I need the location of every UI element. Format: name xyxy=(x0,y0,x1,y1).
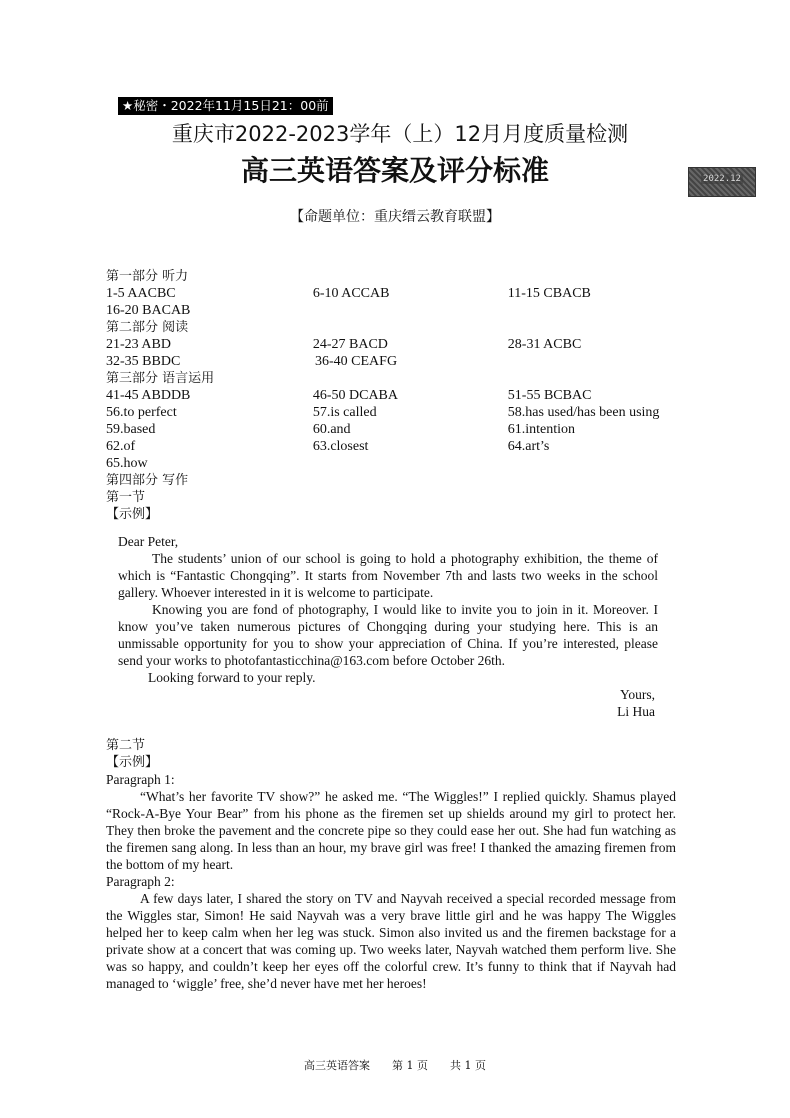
date-stamp-text: 2022.12 xyxy=(703,174,741,184)
answer-row xyxy=(106,302,676,319)
answer-row xyxy=(106,285,676,302)
answer-cell: 51-55 BCBAC xyxy=(507,388,592,403)
answer-cell: 57.is called xyxy=(312,405,377,420)
answer-cell: 16-20 BACAB xyxy=(106,303,191,318)
part1-heading: 第一部分 听力 xyxy=(106,269,189,284)
date-stamp xyxy=(688,167,756,197)
section2-example-label: 【示例】 xyxy=(106,755,159,770)
answer-cell: 24-27 BACD xyxy=(312,337,388,352)
answer-cell: 62.of xyxy=(106,439,136,454)
answer-row xyxy=(106,404,676,421)
section1-heading: 第一节 xyxy=(106,490,146,505)
paragraph1-text: “What’s her favorite TV show?” he asked me. “The Wiggles!” I replied quickly. Shamus played “Rock-A-Bye Your Bear” from his phone as the firemen set up shields around my girl to protect her. They then broke the pavement and the concrete pipe so they could ease her out. She had fun watching as the firemen sang along. In less than an hour, my brave girl was free! I thanked the amazing firemen from the bottom of my heart. xyxy=(106,789,676,872)
answer-cell: 32-35 BBDC xyxy=(106,354,181,369)
answer-cell: 46-50 DCABA xyxy=(312,388,398,403)
exam-title: 重庆市2022-2023学年（上）12月月度质量检测 xyxy=(171,122,629,146)
answer-cell: 36-40 CEAFG xyxy=(315,354,398,369)
answer-row xyxy=(106,421,676,438)
section2-heading: 第二节 xyxy=(106,738,146,753)
answer-row xyxy=(106,353,676,370)
page-footer: 高三英语答案 第 1 页 共 1 页 xyxy=(304,1059,486,1072)
answer-cell: 63.closest xyxy=(312,439,369,454)
letter-closing: Looking forward to your reply. xyxy=(148,670,316,685)
answer-row xyxy=(106,438,676,455)
part3-heading: 第三部分 语言运用 xyxy=(106,371,215,386)
answer-row xyxy=(106,336,676,353)
paragraph2-label: Paragraph 2: xyxy=(106,874,175,889)
answer-cell: 56.to perfect xyxy=(106,405,177,420)
answer-cell: 61.intention xyxy=(507,422,576,437)
answer-cell: 6-10 ACCAB xyxy=(312,286,390,301)
part4-heading: 第四部分 写作 xyxy=(106,473,189,488)
letter-yours: Yours, xyxy=(619,687,655,702)
paragraph1-label: Paragraph 1: xyxy=(106,772,175,787)
confidential-label: ★秘密・2022年11月15日21：00前 xyxy=(118,97,333,115)
part2-heading: 第二部分 阅读 xyxy=(106,320,189,335)
answer-cell: 21-23 ABD xyxy=(106,337,171,352)
answer-cell: 64.art’s xyxy=(507,439,550,454)
section2 xyxy=(106,737,676,992)
letter-salutation: Dear Peter, xyxy=(118,534,179,549)
answer-cell: 11-15 CBACB xyxy=(507,286,591,301)
answer-cell: 41-45 ABDDB xyxy=(106,388,191,403)
answer-cell: 58.has used/has been using xyxy=(507,405,660,420)
answer-cell: 1-5 AACBC xyxy=(106,286,176,301)
example-label: 【示例】 xyxy=(106,507,159,522)
answer-row xyxy=(106,455,676,472)
document-title: 高三英语答案及评分标准 xyxy=(240,154,549,187)
answer-cell: 60.and xyxy=(312,422,351,437)
letter-signature: Li Hua xyxy=(617,704,655,719)
answer-cell: 65.how xyxy=(106,456,148,471)
paragraph2-text: A few days later, I shared the story on TV and Nayvah received a special recorded message from the Wiggles star, Simon! He said Nayvah was a very brave little girl and he was happy The Wiggles helped her to keep calm when her leg was stuck. Simon also invited us and the firemen backstage for a private show at a concert that was coming up. Two weeks later, Nayvah watched them perform live. She was so happy, and couldn’t keep her eyes off the colorful crew. It’s funny to think that if Nayvah had managed to ‘wiggle’ free, she’d never have met her heroes! xyxy=(106,891,676,991)
answer-cell: 59.based xyxy=(106,422,156,437)
answer-row xyxy=(106,387,676,404)
letter-paragraph: The students’ union of our school is going to hold a photography exhibition, the theme of which is “Fantastic Chongqing”. It starts from November 7th and lasts two weeks in the school gallery. Whoever interested in it is welcome to participate. xyxy=(118,551,658,600)
sample-letter xyxy=(118,533,658,720)
answer-cell: 28-31 ACBC xyxy=(507,337,582,352)
answer-key xyxy=(106,268,676,523)
authoring-unit: 【命题单位：重庆缙云教育联盟】 xyxy=(290,209,500,225)
letter-paragraph: Knowing you are fond of photography, I would like to invite you to join in it. Moreover. I know you’ve taken numerous pictures of Chongqing during your studying here. This is an unmissable opportunity for you to show your appreciation of China. If you’re interested, please send your works to photofantasticchina@163.com before October 26th. xyxy=(118,602,658,668)
